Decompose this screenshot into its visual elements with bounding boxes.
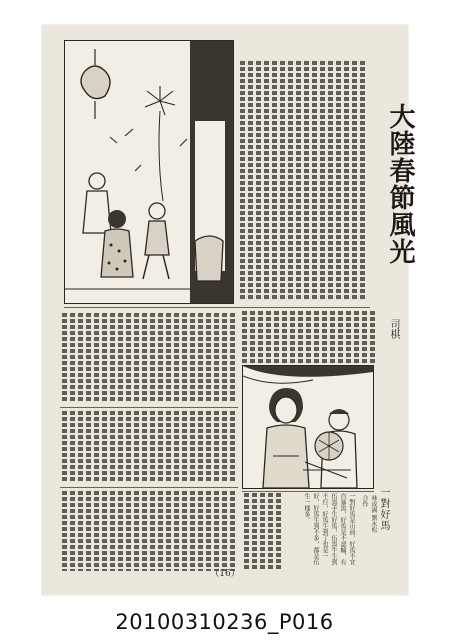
divider-top [64, 307, 370, 308]
page-number: （16） [210, 569, 240, 579]
divider-left-2 [60, 487, 238, 488]
body-text-left-upper [60, 313, 238, 403]
body-text-left-middle [60, 411, 238, 483]
article-title: 大陸春節風光 [385, 103, 415, 265]
archive-filename: 20100310236_P016 [115, 610, 334, 634]
fireworks-drawing [65, 41, 233, 303]
body-text-top-right [238, 61, 366, 299]
divider-right [242, 491, 374, 492]
body-text-middle [240, 311, 380, 363]
illustration-verse: 一對好馬是山前，好馬不宜自暴黑，好馬是不認輸，有伍黑手生好馬，伍黑牛生到不行，好馬生到了也是一好，好馬生到不多，都是伍生一樣多。 [303, 493, 355, 565]
divider-left-1 [60, 407, 238, 408]
article-author: 司棋 [388, 319, 399, 339]
illustration-credit: 林成國 劉永松 合作 [361, 495, 377, 533]
illustration-fireworks [64, 40, 234, 304]
body-text-left-lower [60, 491, 238, 571]
illustration-couple [242, 365, 374, 489]
body-text-right-lower [242, 493, 288, 571]
magazine-page [42, 25, 415, 595]
illustration-caption: 一對好馬 [378, 487, 389, 531]
couple-drawing [243, 366, 373, 488]
